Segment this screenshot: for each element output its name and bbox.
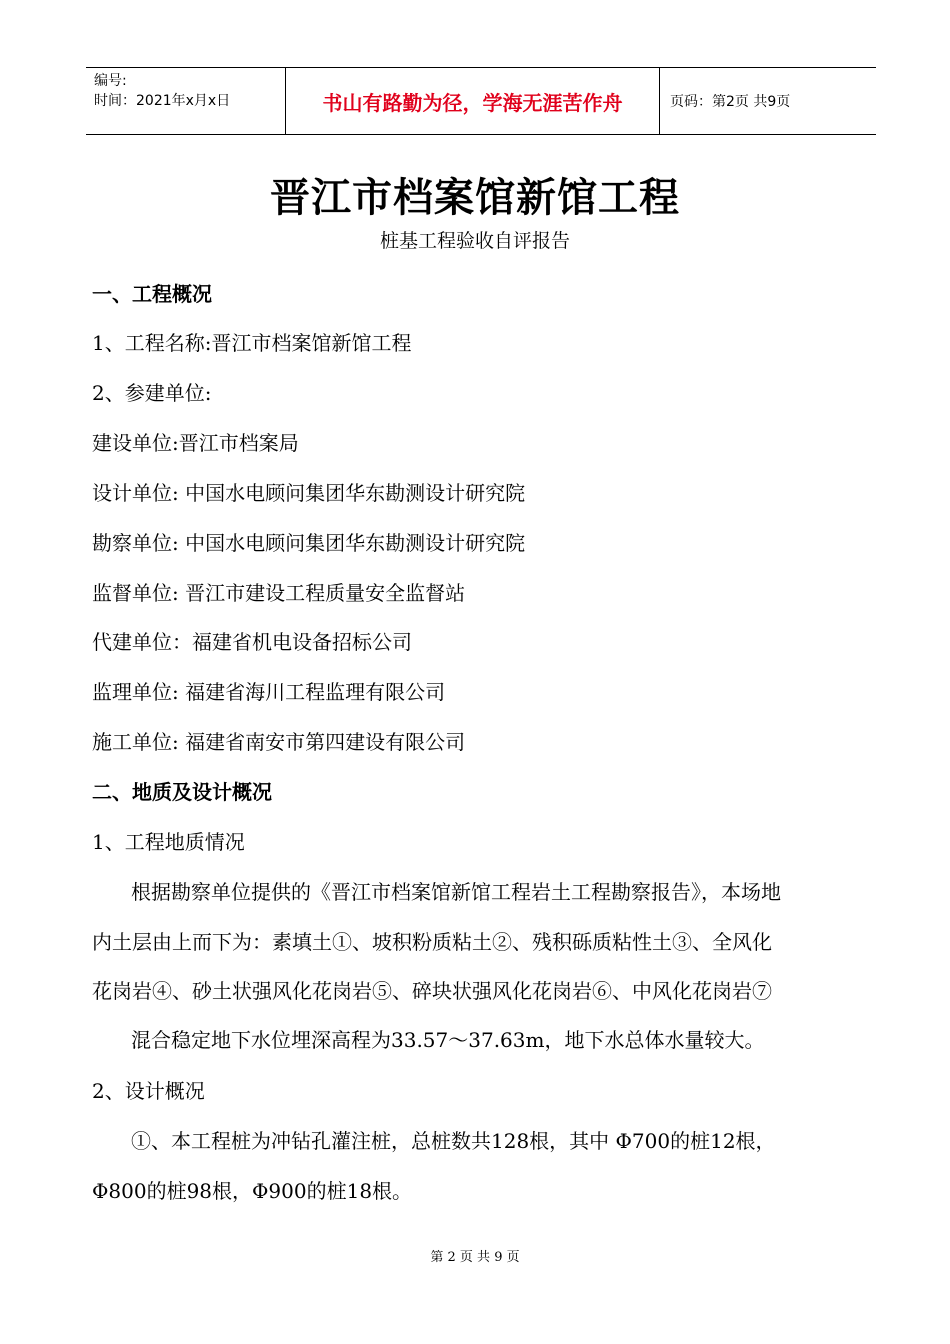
unit-monitor: 监理单位: 福建省海川工程监理有限公司 (92, 680, 446, 704)
design-paragraph-line-2: Φ800的桩98根，Φ900的桩18根。 (92, 1179, 413, 1203)
project-name: 1、工程名称:晋江市档案馆新馆工程 (92, 331, 412, 355)
unit-survey: 勘察单位: 中国水电顾问集团华东勘测设计研究院 (92, 531, 526, 555)
geology-subheading: 1、工程地质情况 (92, 830, 245, 854)
design-subheading: 2、设计概况 (92, 1079, 205, 1103)
unit-agent: 代建单位：福建省机电设备招标公司 (92, 630, 412, 654)
unit-design: 设计单位: 中国水电顾问集团华东勘测设计研究院 (92, 481, 526, 505)
unit-supervise: 监督单位: 晋江市建设工程质量安全监督站 (92, 581, 466, 605)
participants-label: 2、参建单位: (92, 381, 212, 405)
unit-build: 建设单位:晋江市档案局 (92, 431, 299, 455)
header-motto: 书山有路勤为径，学海无涯苦作舟 (286, 68, 660, 134)
document-subtitle: 桩基工程验收自评报告 (379, 230, 570, 252)
page-header (86, 67, 876, 135)
number-label: 编号: (94, 73, 127, 89)
header-info (86, 68, 286, 134)
geology-paragraph-line-1: 根据勘察单位提供的《晋江市档案馆新馆工程岩土工程勘察报告》，本场地 (131, 880, 781, 904)
section-2-heading: 二、地质及设计概况 (92, 780, 272, 804)
document-title: 晋江市档案馆新馆工程 (270, 174, 680, 221)
time-label: 时间：2021年x月x日 (94, 93, 231, 109)
geology-paragraph-line-2: 内土层由上而下为：素填土①、坡积粉质粘土②、残积砾质粘性土③、全风化 (92, 930, 772, 954)
section-1-heading: 一、工程概况 (92, 282, 212, 306)
page-footer: 第 2 页 共 9 页 (430, 1250, 520, 1265)
header-page-code: 页码：第2页 共9页 (670, 94, 791, 110)
geology-paragraph-line-3: 花岗岩④、砂土状强风化花岗岩⑤、碎块状强风化花岗岩⑥、中风化花岗岩⑦ (92, 979, 772, 1003)
design-paragraph-line-1: ①、本工程桩为冲钻孔灌注桩，总桩数共128根，其中 Φ700的桩12根， (131, 1129, 776, 1153)
groundwater-paragraph: 混合稳定地下水位埋深高程为33.57～37.63m，地下水总体水量较大。 (131, 1028, 765, 1052)
unit-construct: 施工单位: 福建省南安市第四建设有限公司 (92, 730, 466, 754)
